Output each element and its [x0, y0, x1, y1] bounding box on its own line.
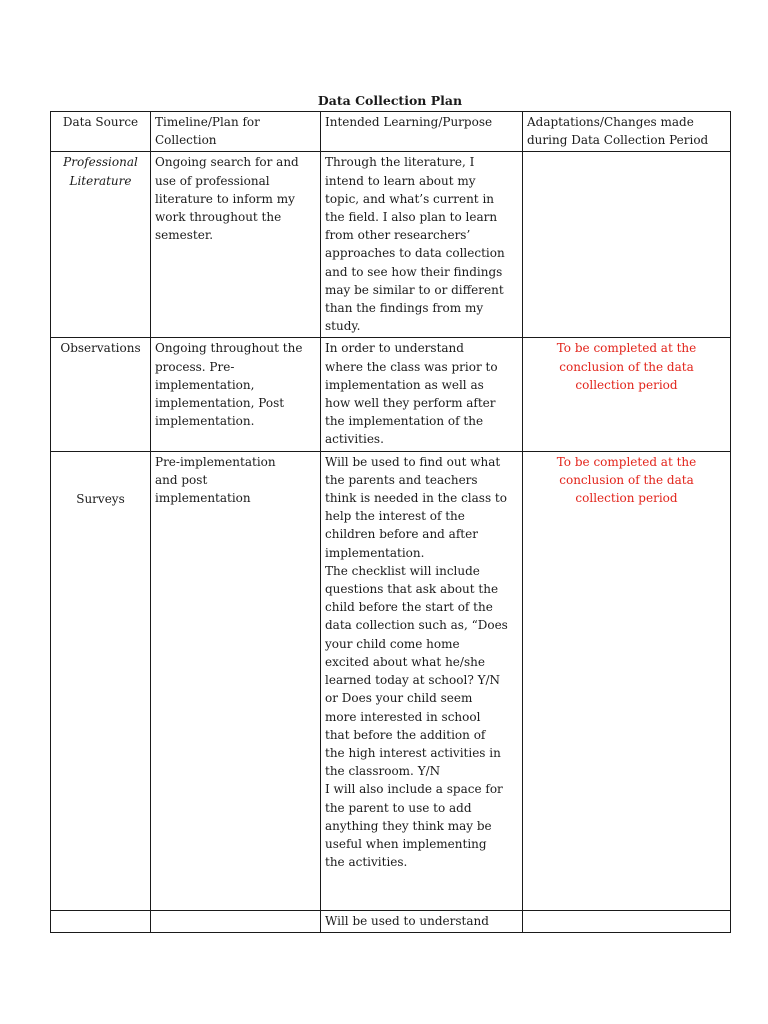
table-row [51, 910, 731, 932]
table-row [51, 451, 731, 910]
row-source-cell [51, 910, 151, 932]
header-intended-learning: Intended Learning/Purpose [321, 112, 523, 152]
table-row [51, 152, 731, 338]
row-adaptations-cell [523, 910, 731, 932]
document-title: Data Collection Plan [317, 93, 463, 108]
row-purpose-cell: Will be used to understand [321, 910, 523, 932]
table-row [51, 338, 731, 451]
row-adaptations-cell: To be completed at the conclusion of the data collection period [523, 451, 731, 910]
row-purpose-cell: Will be used to find out what the parents and teachers think is needed in the class to help the interest of the children before and after implementation. The checklist will include questions that ask about the child before the start of the data collection such as, “Does your child come home excited about what he/she learned today at school? Y/N or Does your child seem more interested in school that before the addition of the high interest activities in the classroom. Y/N I will also include a space for the parent to use to add anything they think may be useful when implementing the activities. [321, 451, 523, 910]
row-purpose-cell: Through the literature, I intend to learn about my topic, and what’s current in the field. I also plan to learn from other researchers’ approaches to data collection and to see how their findings may be similar to or different than the findings from my study. [321, 152, 523, 338]
header-timeline: Timeline/Plan for Collection [151, 112, 321, 152]
row-timeline-cell: Ongoing search for and use of professional literature to inform my work throughout the semester. [151, 152, 321, 338]
row-timeline-cell [151, 910, 321, 932]
row-source-cell: Observations [51, 338, 151, 451]
row-purpose-cell: In order to understand where the class was prior to implementation as well as how well they perform after the implementation of the activities. [321, 338, 523, 451]
header-adaptations: Adaptations/Changes made during Data Collection Period [523, 112, 731, 152]
row-source-cell: Surveys [51, 451, 151, 910]
row-adaptations-cell [523, 152, 731, 338]
row-timeline-cell: Ongoing throughout the process. Pre- implementation, implementation, Post implementation. [151, 338, 321, 451]
header-data-source: Data Source [51, 112, 151, 152]
row-adaptations-cell: To be completed at the conclusion of the data collection period [523, 338, 731, 451]
row-source-cell: Professional Literature [51, 152, 151, 338]
table-header-row [51, 112, 731, 152]
row-timeline-cell: Pre-implementation and post implementation [151, 451, 321, 910]
data-collection-plan-table [50, 111, 731, 933]
